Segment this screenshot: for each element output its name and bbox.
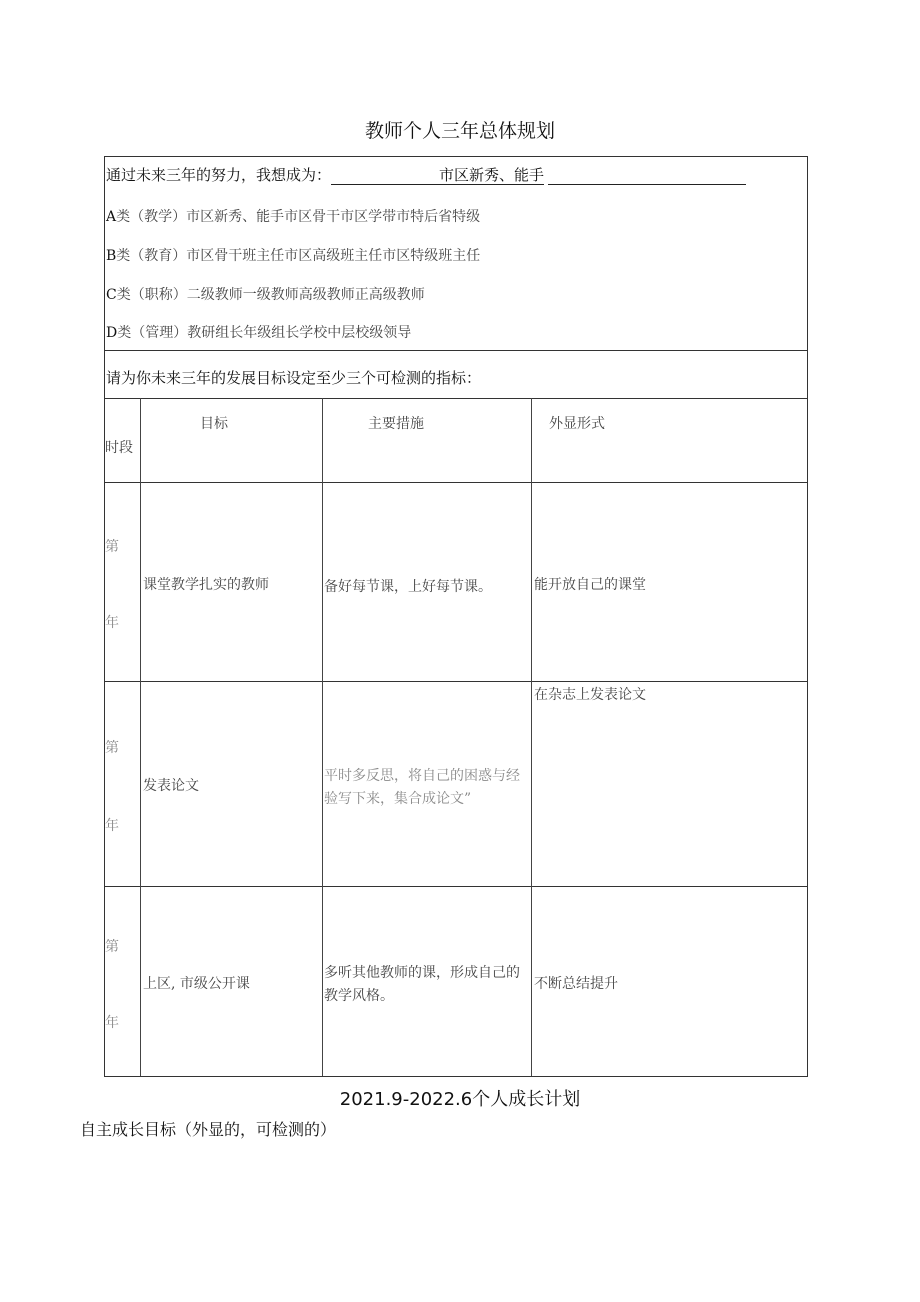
divider [104, 482, 807, 483]
indicator-prompt: 请为你未来三年的发展目标设定至少三个可检测的指标： [106, 369, 482, 387]
row1-form: 能开放自己的课堂 [534, 577, 646, 593]
category-letter: D [106, 325, 118, 341]
goal-line [106, 164, 746, 185]
column-divider [322, 398, 323, 1076]
category-a [106, 206, 480, 226]
self-goal-label: 自主成长目标（外显的，可检测的） [80, 1120, 337, 1139]
goal-prompt: 通过未来三年的努力，我想成为： [106, 166, 332, 184]
blank-underline [548, 168, 746, 185]
category-text: 类（职称）二级教师一级教师高级教师正高级教师 [116, 287, 425, 303]
row3-period-top: 第 [105, 939, 119, 955]
blank-underline [331, 168, 439, 185]
category-c [106, 284, 425, 304]
goal-answer: 市区新秀、能手 [439, 166, 545, 184]
divider [104, 398, 807, 399]
column-divider [140, 398, 141, 1076]
category-text: 类（管理）教研组长年级组长学校中层校级领导 [117, 325, 412, 341]
row2-period-top: 第 [105, 740, 119, 756]
page-title: 教师个人三年总体规划 [364, 120, 555, 142]
row1-period-bottom: 年 [105, 615, 119, 631]
row3-period-bottom: 年 [105, 1015, 119, 1031]
row1-period-top: 第 [105, 539, 119, 555]
row2-period-bottom: 年 [105, 818, 119, 834]
divider [104, 886, 807, 887]
column-divider [531, 398, 532, 1076]
row2-goal: 发表论文 [143, 778, 199, 794]
header-goal: 目标 [200, 416, 228, 432]
row3-goal: 上区, 市级公开课 [143, 976, 250, 992]
divider [104, 350, 807, 351]
row2-measures: 平时多反思，将自己的困惑与经验写下来，集合成论文” [324, 768, 520, 807]
row1-goal: 课堂教学扎实的教师 [143, 577, 269, 593]
header-period: 时段 [105, 440, 133, 456]
plan-title: 2021.9-2022.6个人成长计划 [339, 1089, 581, 1110]
row1-measures: 备好每节课，上好每节课。 [324, 579, 492, 595]
row3-form: 不断总结提升 [534, 976, 618, 992]
category-d [106, 322, 411, 342]
category-letter: B [106, 248, 117, 264]
category-b [106, 245, 480, 265]
header-form: 外显形式 [549, 416, 605, 432]
divider [104, 681, 807, 682]
row2-form: 在杂志上发表论文 [534, 687, 646, 703]
row3-measures: 多听其他教师的课，形成自己的教学风格。 [324, 965, 520, 1004]
category-text: 类（教育）市区骨干班主任市区高级班主任市区特级班主任 [116, 248, 481, 264]
category-text: 类（教学）市区新秀、能手市区骨干市区学带市特后省特级 [116, 209, 481, 225]
header-measures: 主要措施 [368, 416, 424, 432]
category-letter: A [106, 209, 117, 225]
category-letter: C [106, 287, 117, 303]
